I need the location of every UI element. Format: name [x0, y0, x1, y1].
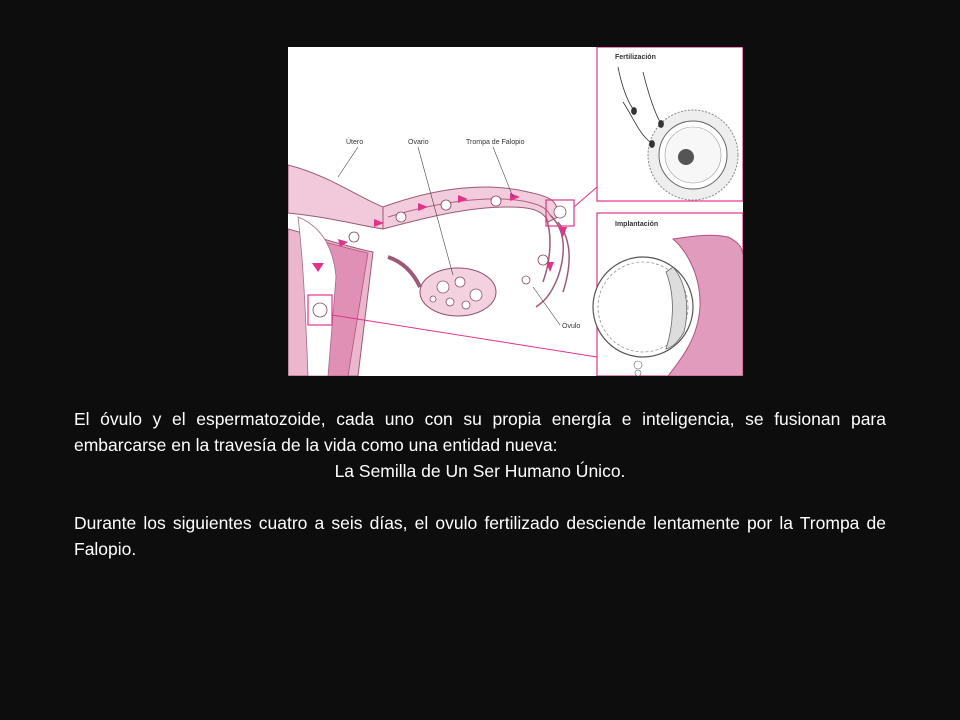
- diagram-svg: [288, 47, 743, 376]
- caption: [74, 406, 886, 562]
- caption-highlight: La Semilla de Un Ser Humano Único.: [334, 461, 626, 481]
- label-fertilization: Fertilización: [615, 54, 656, 61]
- caption-paragraph-2: Durante los siguientes cuatro a seis días, el ovulo fertilizado desciende lentamente por la Trompa de Falopio.: [74, 513, 886, 559]
- label-implantation: Implantación: [615, 221, 659, 228]
- connector-line-top: [574, 187, 597, 207]
- ovary: [420, 268, 496, 316]
- label-uterus: Útero: [346, 139, 364, 146]
- caption-paragraph-1: El óvulo y el espermatozoide, cada uno con su propia energía e inteligencia, se fusionan para embarcarse en la travesía de la vida como una entidad nueva:: [74, 409, 886, 455]
- implanted-blastocyst: [313, 303, 327, 317]
- label-ovum: Óvulo: [562, 323, 581, 330]
- fallopian-tube: [383, 187, 558, 229]
- reproduction-diagram: [288, 47, 743, 376]
- label-ovary: Ovario: [408, 139, 429, 146]
- label-tube: Trompa de Falopio: [466, 139, 525, 146]
- ovarian-ligament: [388, 257, 420, 287]
- egg-nucleus: [678, 149, 694, 165]
